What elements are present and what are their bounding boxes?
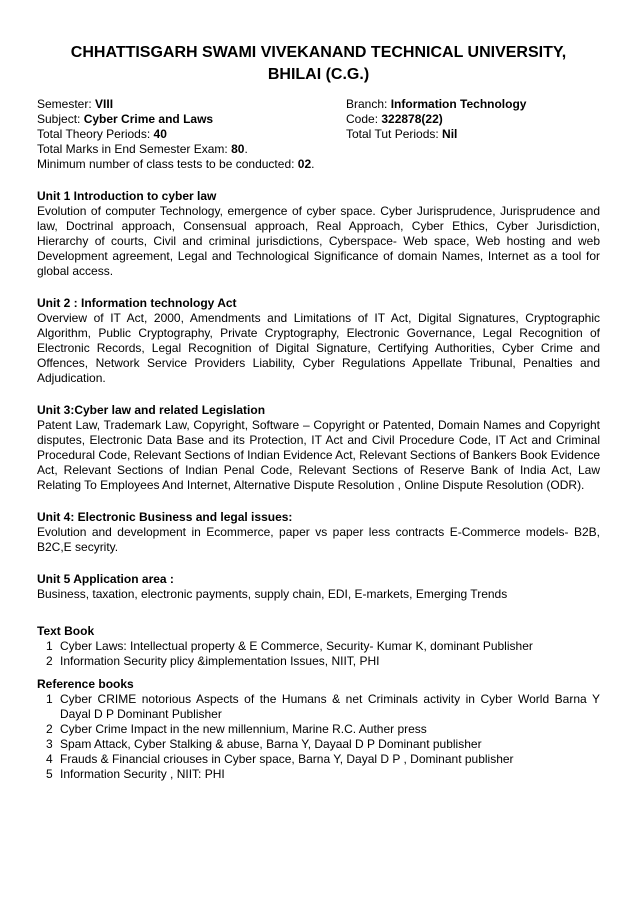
- marks-row: Total Marks in End Semester Exam: 80.: [37, 142, 248, 156]
- unit-2: [37, 296, 600, 386]
- list-item: 2 Cyber Crime Impact in the new millennium, Marine R.C. Auther press: [46, 722, 427, 736]
- title-line-2: BHILAI (C.G.): [267, 66, 370, 83]
- unit-title: Unit 3:Cyber law and related Legislation: [37, 403, 266, 417]
- unit-body: Evolution and development in Ecommerce, paper vs paper less contracts E-Commerce models- B2B, B2C,E secyrity.: [37, 525, 600, 554]
- unit-body: Patent Law, Trademark Law, Copyright, Software – Copyright or Patented, Domain Names and Copyright disputes, Electronic Data Base and its Protection, IT Act and Civil Procedure Code, IT Act and Criminal Procedural Code, Relevant Sections of Indian Evidence Act, Relevant Sections of Bankers Book Evidence Act, Relevant Sections of Indian Penal Code, Relevant Sections of Reserve Bank of India Act, Law Relating To Employees And Internet, Alternative Dispute Resolution , Online Dispute Resolution (ODR).: [37, 418, 600, 492]
- list-item: 3 Spam Attack, Cyber Stalking & abuse, Barna Y, Dayaal D P Dominant publisher: [46, 737, 482, 751]
- class-tests-row: Minimum number of class tests to be conducted: 02.: [37, 157, 315, 171]
- semester-value: VIII: [95, 97, 114, 111]
- reference-books-heading: Reference books: [37, 677, 134, 691]
- tut-periods-value: Nil: [442, 127, 458, 141]
- unit-body: Overview of IT Act, 2000, Amendments and Limitations of IT Act, Digital Signatures, Cryptographic Algorithm, Public Cryptography, Private Cryptography, Electronic Governance, Legal Recognition of Electronic Records, Legal Recognition of Digital Signature, Certifying Authorities, Cyber Crime and Offences, Network Service Providers Liability, Cyber Regulations Appellate Tribunal, Penalties and Adjudication.: [37, 311, 600, 385]
- marks-value: 80: [231, 142, 245, 156]
- document-title: [37, 42, 600, 86]
- branch-row: Branch: Information Technology: [346, 97, 527, 111]
- list-item: 5 Information Security , NIIT: PHI: [46, 767, 225, 781]
- course-meta: [37, 97, 600, 172]
- unit-1: [37, 189, 600, 279]
- unit-title: Unit 1 Introduction to cyber law: [37, 189, 217, 203]
- class-tests-value: 02: [297, 157, 312, 171]
- unit-5: [37, 572, 600, 602]
- branch-value: Information Technology: [390, 97, 527, 111]
- text-book-section: [37, 624, 600, 669]
- text-book-heading: Text Book: [37, 624, 95, 638]
- code-row: Code: 322878(22): [346, 112, 443, 126]
- syllabus-page: [37, 42, 600, 782]
- title-line-1: CHHATTISGARH SWAMI VIVEKANAND TECHNICAL UNIVERSITY,: [70, 44, 567, 61]
- subject-value: Cyber Crime and Laws: [83, 112, 214, 126]
- text-book-list: [37, 639, 600, 669]
- unit-title: Unit 2 : Information technology Act: [37, 296, 237, 310]
- semester-row: Semester: VIII: [37, 97, 114, 111]
- subject-row: Subject: Cyber Crime and Laws: [37, 112, 214, 126]
- theory-periods-value: 40: [153, 127, 167, 141]
- unit-4: [37, 510, 600, 555]
- reference-books-list: [37, 692, 600, 782]
- unit-title: Unit 4: Electronic Business and legal issues:: [37, 510, 293, 524]
- list-item: 1 Cyber Laws: Intellectual property & E Commerce, Security- Kumar K, dominant Publisher: [46, 639, 533, 653]
- list-item: 1 Cyber CRIME notorious Aspects of the Humans & net Criminals activity in Cyber World Barna Y Dayal D P Dominant Publisher: [46, 692, 600, 721]
- reference-books-section: [37, 677, 600, 782]
- unit-3: [37, 403, 600, 493]
- tut-periods-row: Total Tut Periods: Nil: [346, 127, 458, 141]
- list-item: 4 Frauds & Financial criouses in Cyber space, Barna Y, Dayal D P , Dominant publisher: [46, 752, 514, 766]
- unit-body: Business, taxation, electronic payments, supply chain, EDI, E-markets, Emerging Trends: [37, 587, 508, 601]
- theory-periods-row: Total Theory Periods: 40: [37, 127, 167, 141]
- unit-title: Unit 5 Application area :: [37, 572, 174, 586]
- list-item: 2 Information Security plicy &implementation Issues, NIIT, PHI: [46, 654, 380, 668]
- unit-body: Evolution of computer Technology, emergence of cyber space. Cyber Jurisprudence, Jurisprudence and law, Doctrinal approach, Consensual approach, Real Approach, Cyber Ethics, Cyber Jurisdiction, Hierarchy of courts, Civil and criminal jurisdictions, Cyberspace- Web space, Web hosting and web Development agreement, Legal and Technological Significance of domain Names, Internet as a tool for global access.: [37, 204, 600, 278]
- code-value: 322878(22): [381, 112, 443, 126]
